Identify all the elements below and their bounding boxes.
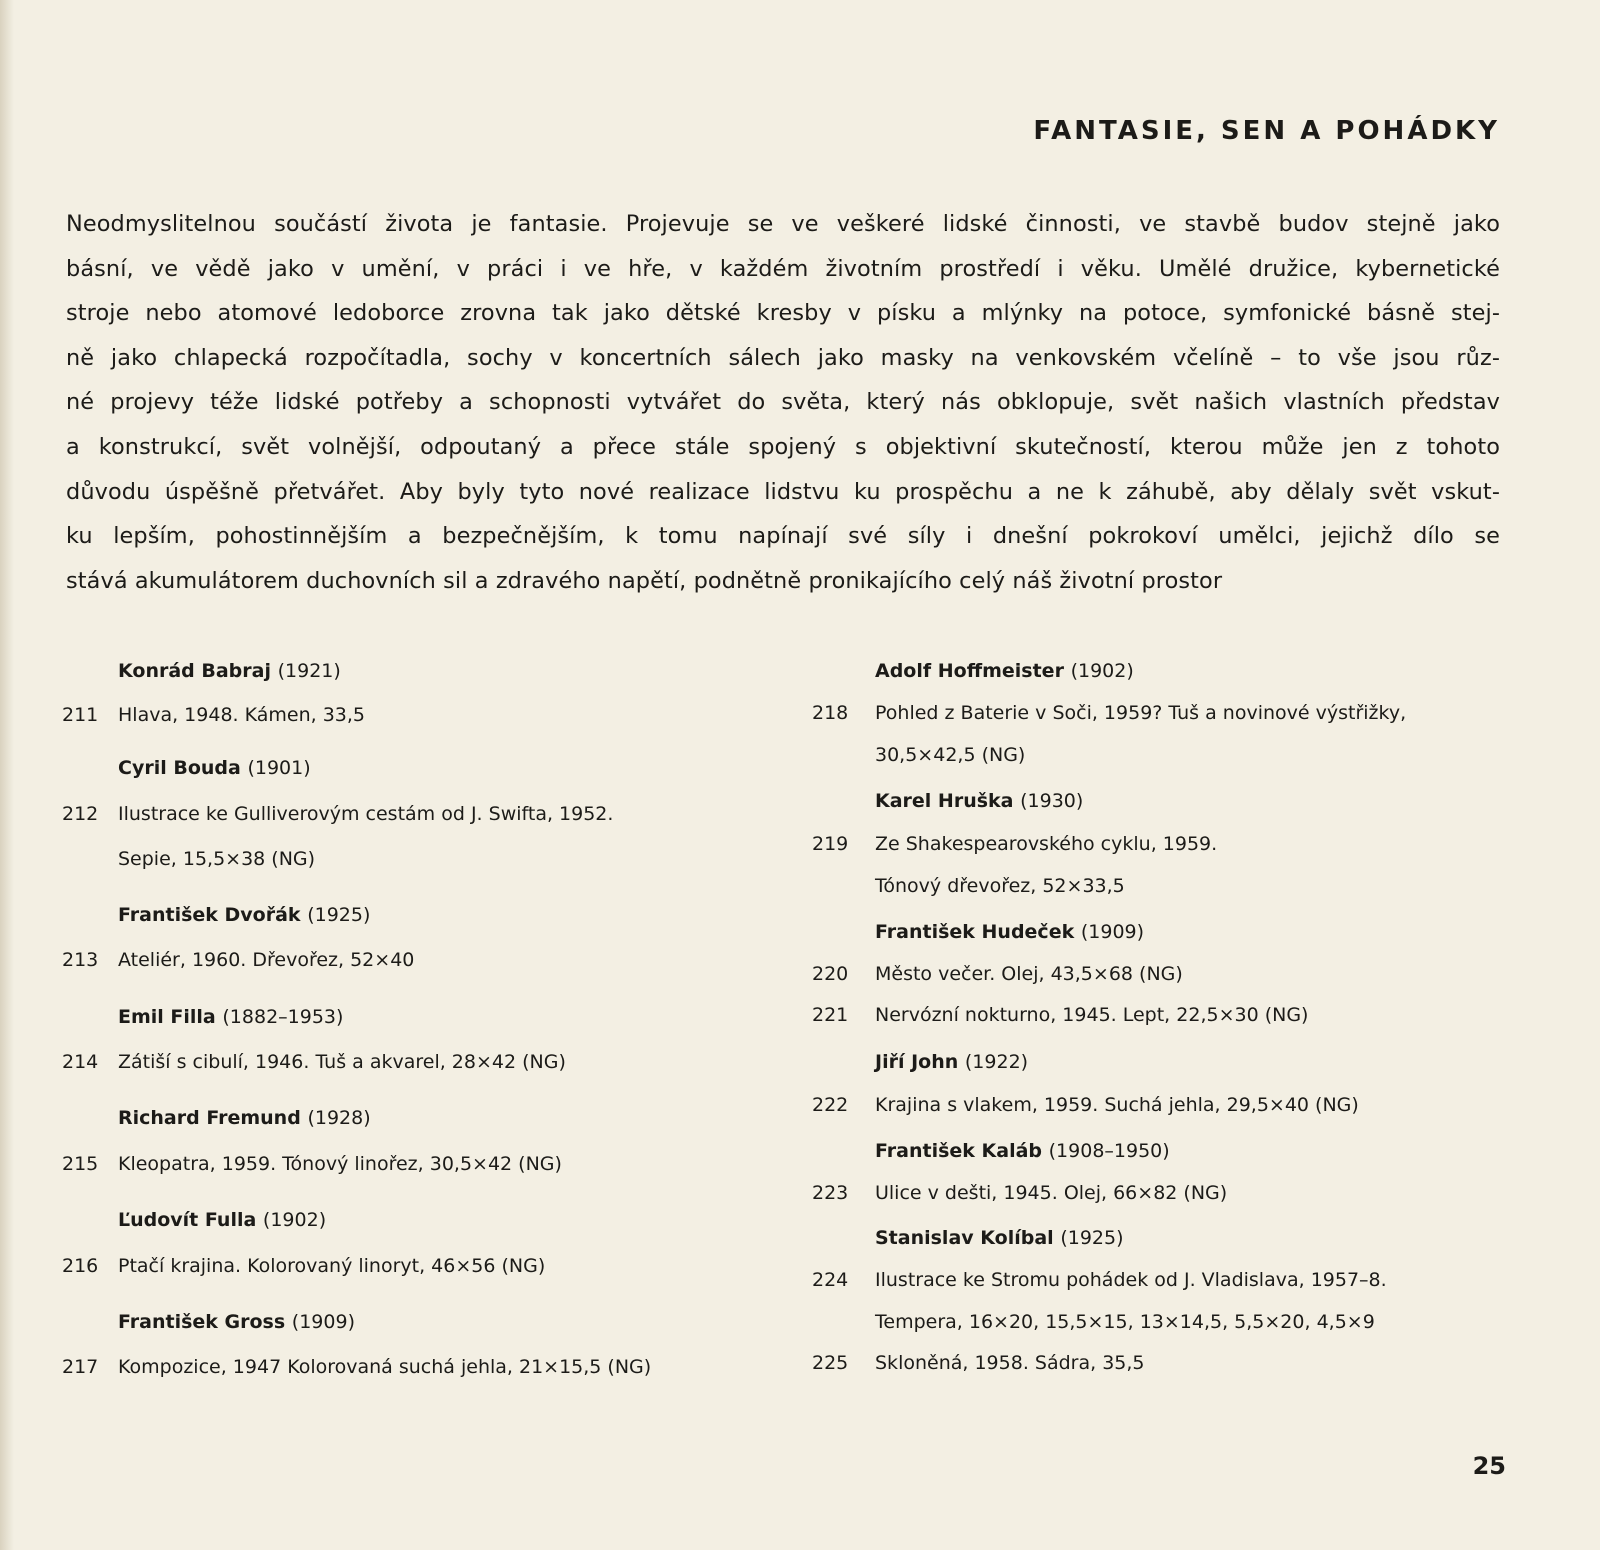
artist-years: (1925) — [1060, 1227, 1124, 1249]
artist-heading — [118, 757, 311, 779]
intro-line: stává akumulátorem duchovních sil a zdravého napětí, podnětně pronikajícího celý náš životní prostor — [66, 567, 1223, 594]
intro-line: né projevy téže lidské potřeby a schopnosti vytvářet do světa, který nás obklopuje, svět našich vlastních představ — [66, 389, 1500, 416]
artist-name: Ľudovít Fulla — [118, 1209, 257, 1231]
artist-name: František Kaláb — [875, 1140, 1043, 1162]
entry-text: Kleopatra, 1959. Tónový linořez, 30,5×42 (NG) — [118, 1153, 562, 1175]
artist-years: (1925) — [307, 904, 371, 926]
artist-heading — [875, 1140, 1170, 1162]
entry-number: 212 — [62, 803, 99, 825]
artist-heading — [875, 790, 1083, 812]
entry-number: 219 — [812, 833, 849, 855]
entry-text: Pohled z Baterie v Soči, 1959? Tuš a novinové výstřižky, — [875, 702, 1407, 724]
entry-text: Ilustrace ke Gulliverovým cestám od J. Swifta, 1952. — [118, 803, 614, 825]
entry-number: 221 — [812, 1004, 849, 1026]
intro-line: ně jako chlapecká rozpočítadla, sochy v koncertních sálech jako masky na venkovském včelíně – to vše jsou růz- — [66, 344, 1500, 371]
artist-heading — [118, 1107, 371, 1129]
artist-heading — [118, 1209, 326, 1231]
artist-heading — [875, 921, 1144, 943]
entry-number: 211 — [62, 704, 99, 726]
artist-name: Emil Filla — [118, 1006, 216, 1028]
artist-name: František Hudeček — [875, 921, 1075, 943]
artist-heading — [875, 1051, 1028, 1073]
artist-years: (1902) — [262, 1209, 327, 1231]
intro-line: stroje nebo atomové ledoborce zrovna tak jako dětské kresby v písku a mlýnky na potoce, symfonické básně stej- — [66, 300, 1500, 327]
entry-text: Tónový dřevořez, 52×33,5 — [875, 875, 1125, 897]
entry-text: Ilustrace ke Stromu pohádek od J. Vladislava, 1957–8. — [875, 1269, 1387, 1291]
artist-years: (1930) — [1020, 790, 1084, 812]
entry-text: Tempera, 16×20, 15,5×15, 13×14,5, 5,5×20, 4,5×9 — [875, 1311, 1375, 1333]
artist-name: Richard Fremund — [118, 1107, 301, 1129]
entry-number: 224 — [812, 1269, 849, 1291]
entry-number: 220 — [812, 963, 849, 985]
artist-heading — [118, 904, 370, 926]
entry-number: 217 — [62, 1356, 99, 1378]
artist-years: (1901) — [247, 757, 311, 779]
entry-number: 214 — [62, 1051, 99, 1073]
artist-name: Adolf Hoffmeister — [875, 660, 1064, 682]
artist-years: (1908–1950) — [1048, 1140, 1170, 1162]
artist-heading — [875, 660, 1134, 682]
artist-heading — [875, 1227, 1124, 1249]
intro-line: důvodu úspěšně přetvářet. Aby byly tyto nové realizace lidstvu ku prospěchu a ne k záhubě, aby dělaly svět vskut- — [66, 478, 1500, 505]
entry-text: Ze Shakespearovského cyklu, 1959. — [875, 833, 1218, 855]
artist-years: (1882–1953) — [222, 1006, 344, 1028]
entry-text: Zátiší s cibulí, 1946. Tuš a akvarel, 28×42 (NG) — [118, 1051, 566, 1073]
page-gutter-shadow — [0, 0, 14, 1550]
artist-name: Jiří John — [875, 1051, 959, 1073]
artist-name: Karel Hruška — [875, 790, 1014, 812]
artist-heading — [118, 1311, 355, 1333]
intro-paragraph — [66, 202, 1500, 603]
entry-text: 30,5×42,5 (NG) — [875, 744, 1026, 766]
entry-text: Město večer. Olej, 43,5×68 (NG) — [875, 963, 1183, 985]
entry-text: Nervózní nokturno, 1945. Lept, 22,5×30 (NG) — [875, 1004, 1309, 1026]
entry-text: Kompozice, 1947 Kolorovaná suchá jehla, 21×15,5 (NG) — [118, 1356, 652, 1378]
artist-name: František Dvořák — [118, 904, 301, 926]
artist-years: (1928) — [307, 1107, 371, 1129]
entry-text: Skloněná, 1958. Sádra, 35,5 — [875, 1352, 1145, 1374]
section-title: FANTASIE, SEN A POHÁDKY — [1033, 116, 1500, 146]
artist-name: František Gross — [118, 1311, 286, 1333]
artist-years: (1902) — [1070, 660, 1134, 682]
entry-number: 215 — [62, 1153, 99, 1175]
entry-text: Sepie, 15,5×38 (NG) — [118, 848, 316, 870]
intro-line: a konstrukcí, svět volnější, odpoutaný a přece stále spojený s objektivní skutečností, kterou může jen z tohoto — [66, 433, 1500, 460]
intro-line: básní, ve vědě jako v umění, v práci i ve hře, v každém životním prostředí i věku. Umělé družice, kybernetické — [66, 255, 1500, 282]
entry-number: 225 — [812, 1352, 849, 1374]
artist-name: Stanislav Kolíbal — [875, 1227, 1054, 1249]
entry-text: Krajina s vlakem, 1959. Suchá jehla, 29,5×40 (NG) — [875, 1094, 1359, 1116]
artist-name: Konrád Babraj — [118, 660, 271, 682]
entry-number: 222 — [812, 1094, 849, 1116]
page-number: 25 — [1472, 1452, 1506, 1480]
artist-name: Cyril Bouda — [118, 757, 241, 779]
entry-number: 213 — [62, 949, 99, 971]
intro-line: Neodmyslitelnou součástí života je fantasie. Projevuje se ve veškeré lidské činnosti, ve stavbě budov stejně jako — [66, 211, 1500, 237]
entry-text: Hlava, 1948. Kámen, 33,5 — [118, 704, 365, 726]
artist-years: (1922) — [964, 1051, 1029, 1073]
artist-years: (1909) — [291, 1311, 355, 1333]
entry-number: 218 — [812, 702, 849, 724]
entry-number: 223 — [812, 1182, 849, 1204]
entry-text: Ateliér, 1960. Dřevořez, 52×40 — [118, 949, 415, 971]
intro-line: ku lepším, pohostinnějším a bezpečnějším, k tomu napínají své síly i dnešní pokrokoví umělci, jejichž dílo se — [66, 523, 1500, 550]
entry-number: 216 — [62, 1255, 99, 1277]
entry-text: Ulice v dešti, 1945. Olej, 66×82 (NG) — [875, 1182, 1228, 1204]
artist-heading — [118, 1006, 343, 1028]
artist-heading — [118, 660, 341, 682]
artist-years: (1909) — [1080, 921, 1145, 943]
entry-text: Ptačí krajina. Kolorovaný linoryt, 46×56 (NG) — [118, 1255, 546, 1277]
artist-years: (1921) — [277, 660, 341, 682]
